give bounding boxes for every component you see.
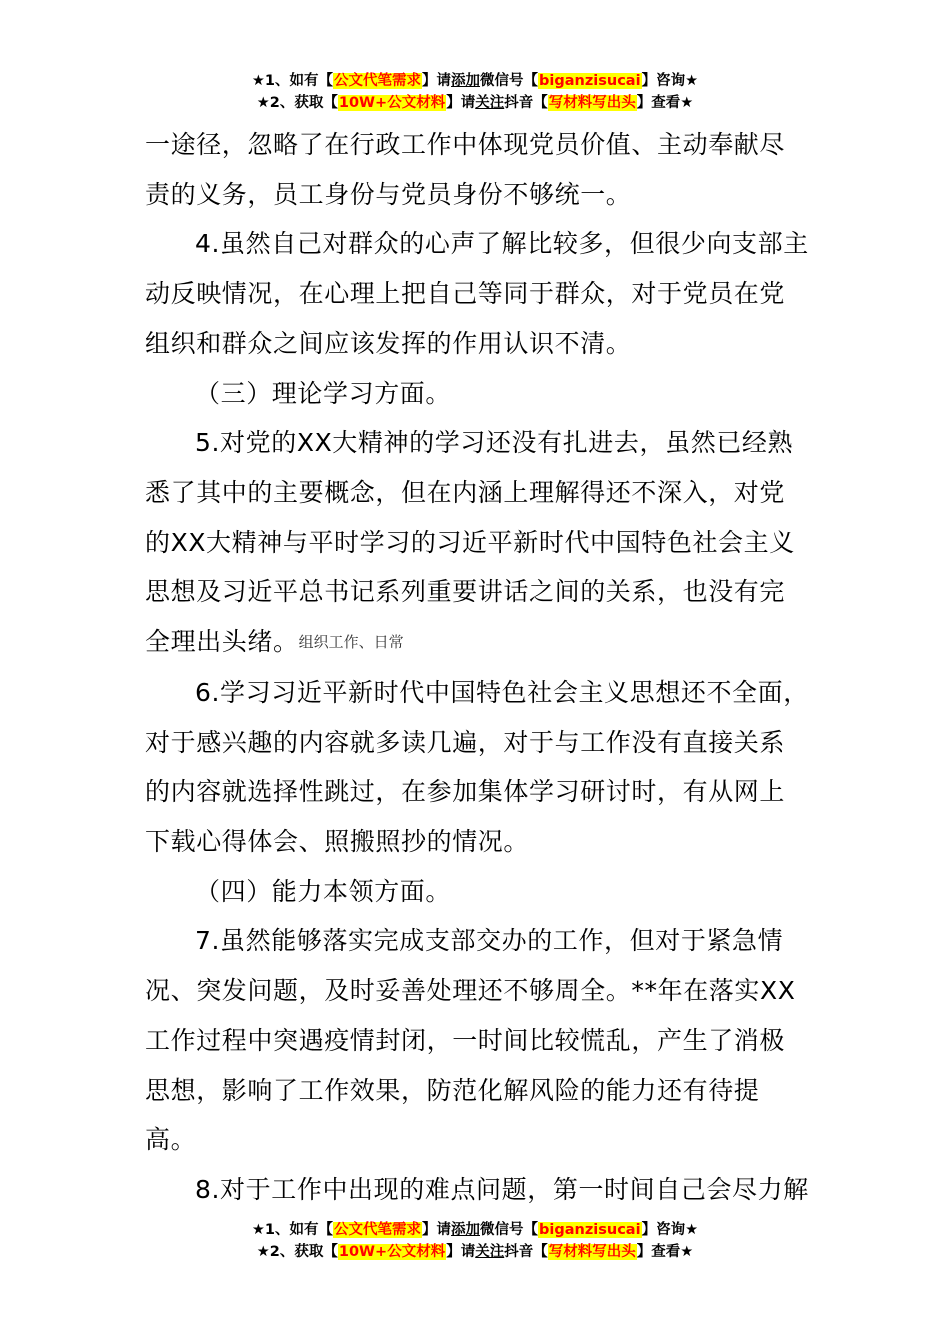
douyin-account-highlight: 写材料写出头 [548, 95, 636, 111]
footer-promo-banner [0, 1219, 950, 1263]
douyin-account-highlight: 写材料写出头 [548, 1244, 636, 1260]
inline-note: 组织工作、日常 [298, 633, 404, 652]
wechat-id-highlight: biganzisucai [539, 73, 641, 89]
document-body [145, 120, 810, 1215]
paragraph-item-5: 5.对党的XX大精神的学习还没有扎进去，虽然已经熟悉了其中的主要概念，但在内涵上理解得还不深入，对党的XX大精神与平时学习的习近平新时代中国特色社会主义思想及习近平总书记系列重要讲话之间的关系，也没有完全理出头绪。组织工作、日常 [145, 428, 795, 657]
promo-line-2: ★2、获取【10W+公文材料】请关注抖音【写材料写出头】查看★ [256, 95, 694, 111]
promo-highlight: 公文代笔需求 [334, 73, 422, 89]
promo-line-1: ★1、如有【公文代笔需求】请添加微信号【biganzisucai】咨询★ [251, 73, 699, 89]
promo-highlight: 10W+公文材料 [338, 1244, 446, 1260]
promo-line-1: ★1、如有【公文代笔需求】请添加微信号【biganzisucai】咨询★ [251, 1222, 699, 1238]
section-heading-4: （四）能力本领方面。 [195, 876, 452, 906]
paragraph-item-7: 7.虽然能够落实完成支部交办的工作，但对于紧急情况、突发问题，及时妥善处理还不够周全。**年在落实XX工作过程中突遇疫情封闭，一时间比较慌乱，产生了消极思想，影响了工作效果，防范化解风险的能力还有待提高。 [145, 926, 796, 1155]
paragraph-item-8: 8.对于工作中出现的难点问题，第一时间自己会尽力解 [195, 1174, 809, 1204]
paragraph-continuation: 一途径，忽略了在行政工作中体现党员价值、主动奉献尽责的义务，员工身份与党员身份不够统一。 [145, 130, 786, 209]
promo-highlight: 10W+公文材料 [338, 95, 446, 111]
promo-highlight: 公文代笔需求 [334, 1222, 422, 1238]
promo-line-2: ★2、获取【10W+公文材料】请关注抖音【写材料写出头】查看★ [256, 1244, 694, 1260]
header-promo-banner [0, 70, 950, 114]
paragraph-item-4: 4.虽然自己对群众的心声了解比较多，但很少向支部主动反映情况，在心理上把自己等同于群众，对于党员在党组织和群众之间应该发挥的作用认识不清。 [145, 229, 809, 358]
paragraph-item-6: 6.学习习近平新时代中国特色社会主义思想还不全面，对于感兴趣的内容就多读几遍，对于与工作没有直接关系的内容就选择性跳过，在参加集体学习研讨时，有从网上下载心得体会、照搬照抄的情况。 [145, 677, 809, 856]
wechat-id-highlight: biganzisucai [539, 1222, 641, 1238]
section-heading-3: （三）理论学习方面。 [195, 378, 452, 408]
